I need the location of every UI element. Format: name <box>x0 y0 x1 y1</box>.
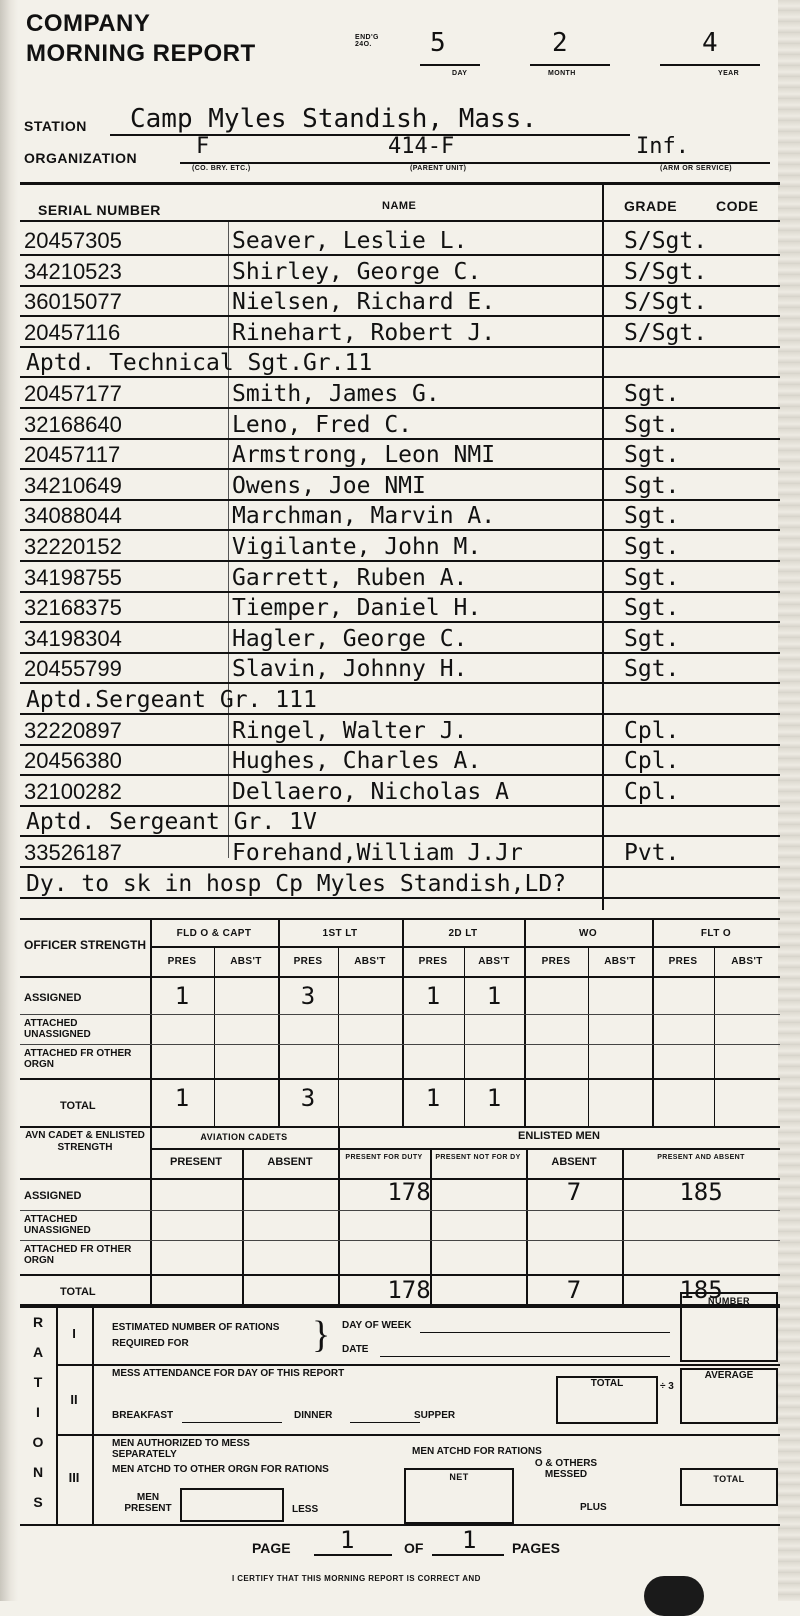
soldier-name: Owens, Joe NMI <box>232 472 426 499</box>
pres-header: PRES <box>293 956 323 967</box>
soldier-grade: Sgt. <box>624 656 680 683</box>
officer-assigned-value: 1 <box>425 982 441 1010</box>
enlisted-strength-title: AVN CADET & ENLISTED STRENGTH <box>25 1130 145 1153</box>
col-grade: GRADE <box>624 198 678 214</box>
report-month: 2 <box>552 28 568 58</box>
roster-row <box>20 593 780 623</box>
grid-line <box>714 946 715 1128</box>
soldier-name: Shirley, George C. <box>232 258 482 285</box>
enlisted-men-header: ENLISTED MEN <box>518 1130 600 1142</box>
total-absent: 7 <box>566 1276 582 1304</box>
officer-row-assigned: ASSIGNED <box>24 992 82 1004</box>
serial-number: 34088044 <box>24 503 122 529</box>
roster-header-rule <box>20 220 780 222</box>
serial-number: 20457177 <box>24 381 122 406</box>
men-atchd-rations: MEN ATCHD FOR RATIONS <box>412 1446 542 1457</box>
number-box <box>680 1292 778 1362</box>
grid-line <box>20 1014 780 1015</box>
em-present-not-duty-header: PRESENT NOT FOR DY <box>435 1154 521 1161</box>
soldier-name: Vigilante, John M. <box>232 534 482 560</box>
breakfast-label: BREAKFAST <box>112 1410 174 1421</box>
soldier-name: Garrett, Ruben A. <box>232 564 468 591</box>
station-value: Camp Myles Standish, Mass. <box>130 104 537 134</box>
men-present-box <box>180 1488 284 1522</box>
officer-group-header: WO <box>578 928 598 939</box>
soldier-name: Nielsen, Richard E. <box>232 289 496 316</box>
roster-row <box>20 777 780 807</box>
rations-side-letter: T <box>33 1374 43 1390</box>
certify-statement: I CERTIFY THAT THIS MORNING REPORT IS CORRECT AND <box>232 1574 481 1583</box>
em-absent-header: ABSENT <box>551 1156 597 1168</box>
enlisted-row-attached-fr: ATTACHED FR OTHER ORGN <box>24 1244 132 1266</box>
date-label: DATE <box>342 1344 369 1355</box>
roster-note-row <box>20 685 780 715</box>
soldier-name: Hughes, Charles A. <box>232 748 482 775</box>
col-serial-number: SERIAL NUMBER <box>38 202 161 218</box>
roster-row <box>20 746 780 776</box>
soldier-grade: Sgt. <box>624 472 680 499</box>
soldier-name: Leno, Fred C. <box>232 411 413 438</box>
men-authorized: MEN AUTHORIZED TO MESS SEPARATELY <box>112 1438 250 1460</box>
grid-line <box>524 920 526 1128</box>
enlisted-row-total: TOTAL <box>60 1286 96 1298</box>
men-atchd-other: MEN ATCHD TO OTHER ORGN FOR RATIONS <box>112 1464 329 1475</box>
grid-line <box>214 946 215 1128</box>
rations-side-letter: A <box>32 1344 44 1360</box>
rations-sec1: I <box>72 1326 76 1341</box>
soldier-name: Tiemper, Daniel H. <box>232 595 482 622</box>
pres-header: PRES <box>541 956 571 967</box>
report-year: 4 <box>702 28 718 58</box>
pages-number: 1 <box>462 1526 477 1554</box>
serial-number: 20457305 <box>24 228 122 253</box>
serial-number: 32168375 <box>24 595 122 621</box>
soldier-grade: S/Sgt. <box>624 289 708 316</box>
col-code: CODE <box>716 198 759 214</box>
page-number: 1 <box>340 1526 355 1554</box>
pres-header: PRES <box>668 956 698 967</box>
serial-number: 33526187 <box>24 840 122 865</box>
cadets-absent-header: ABSENT <box>267 1156 313 1168</box>
rations-side-letter: S <box>33 1494 43 1510</box>
soldier-grade: Sgt. <box>624 442 680 469</box>
abst-header: ABS'T <box>478 956 510 967</box>
soldier-grade: Sgt. <box>624 503 680 530</box>
average-box <box>680 1368 778 1424</box>
roster-rule <box>20 897 780 899</box>
rations-sec3: III <box>68 1470 80 1485</box>
soldier-name: Ringel, Walter J. <box>232 717 468 744</box>
soldier-grade: Sgt. <box>624 625 680 652</box>
paper-shadow-left <box>0 0 18 1601</box>
roster-row <box>20 440 780 470</box>
enlisted-row-assigned: ASSIGNED <box>24 1190 82 1202</box>
serial-number: 20456380 <box>24 748 122 774</box>
officer-row-total: TOTAL <box>60 1100 96 1112</box>
total3-box <box>680 1468 778 1506</box>
rations-side-letter: I <box>36 1404 40 1420</box>
abst-header: ABS'T <box>354 956 386 967</box>
year-label: YEAR <box>718 70 740 77</box>
pres-header: PRES <box>418 956 448 967</box>
officer-assigned-value: 1 <box>174 982 190 1010</box>
soldier-name: Armstrong, Leon NMI <box>232 442 496 469</box>
roster-note: Aptd. Technical Sgt.Gr.11 <box>26 350 373 377</box>
enlisted-row-attached-unassigned: ATTACHED UNASSIGNED <box>24 1214 91 1236</box>
officer-total-value: 1 <box>486 1084 502 1112</box>
soldier-name: Forehand,William J.Jr <box>232 840 523 866</box>
less-label: LESS <box>292 1504 319 1515</box>
abst-header: ABS'T <box>731 956 763 967</box>
grid-line <box>150 946 780 948</box>
number-label: NUMBER <box>708 1296 750 1306</box>
org-arm-label: (ARM OR SERVICE) <box>660 165 732 172</box>
roster-row <box>20 287 780 317</box>
rations-side-letter: N <box>32 1464 44 1480</box>
soldier-grade: Cpl. <box>624 748 680 775</box>
soldier-grade: Sgt. <box>624 564 680 591</box>
roster-row <box>20 624 780 654</box>
abst-header: ABS'T <box>604 956 636 967</box>
pres-header: PRES <box>167 956 197 967</box>
plus-label: PLUS <box>580 1502 607 1513</box>
pages-label: PAGES <box>512 1540 560 1556</box>
soldier-grade: Cpl. <box>624 778 680 805</box>
serial-number: 32100282 <box>24 778 122 804</box>
officer-row-attached-fr: ATTACHED FR OTHER ORGN <box>24 1048 132 1070</box>
soldier-grade: Cpl. <box>624 717 680 744</box>
men-present-label: MEN PRESENT <box>124 1492 172 1514</box>
mess-total-box <box>556 1376 658 1424</box>
officer-strength-table <box>20 920 780 1128</box>
roster-row <box>20 226 780 256</box>
officer-total-value: 3 <box>300 1084 316 1112</box>
soldier-name: Dellaero, Nicholas A <box>232 778 509 805</box>
serial-number: 32168640 <box>24 411 122 437</box>
serial-number: 32220152 <box>24 534 122 559</box>
mess-total-label: TOTAL <box>590 1378 624 1389</box>
serial-number: 36015077 <box>24 289 122 315</box>
roster-row <box>20 838 780 868</box>
roster-row <box>20 563 780 593</box>
officer-assigned-value: 3 <box>300 982 316 1010</box>
roster-row <box>20 501 780 531</box>
roster-row <box>20 410 780 440</box>
em-present-absent-header: PRESENT AND ABSENT <box>657 1154 745 1161</box>
roster-row <box>20 532 780 562</box>
grid-line <box>338 946 339 1128</box>
ending-label: END'G 24O. <box>355 34 379 48</box>
month-label: MONTH <box>548 70 576 77</box>
roster-note-row <box>20 869 780 899</box>
soldier-grade: Sgt. <box>624 411 680 438</box>
officer-group-header: FLD O & CAPT <box>176 928 252 939</box>
officer-total-value: 1 <box>174 1084 190 1112</box>
rations-sec2: II <box>70 1392 78 1407</box>
day-of-week-label: DAY OF WEEK <box>342 1320 412 1331</box>
soldier-grade: Sgt. <box>624 595 680 622</box>
soldier-name: Slavin, Johnny H. <box>232 656 468 683</box>
enlisted-strength-table <box>20 1126 780 1304</box>
org-unit-label: (PARENT UNIT) <box>410 165 467 172</box>
soldier-name: Marchman, Marvin A. <box>232 503 496 530</box>
soldier-grade: Pvt. <box>624 840 680 866</box>
day-label: DAY <box>452 70 468 77</box>
soldier-grade: S/Sgt. <box>624 228 708 254</box>
assigned-present-duty: 178 <box>387 1178 431 1206</box>
col-name: NAME <box>382 200 417 212</box>
officer-group-header: FLT O <box>700 928 732 939</box>
aviation-cadets-header: AVIATION CADETS <box>200 1132 288 1142</box>
net-box <box>404 1468 514 1524</box>
assigned-total: 185 <box>679 1178 723 1206</box>
cadets-present-header: PRESENT <box>170 1156 222 1168</box>
organization-label: ORGANIZATION <box>24 150 138 166</box>
soldier-grade: S/Sgt. <box>624 258 708 285</box>
dinner-label: DINNER <box>294 1410 333 1421</box>
soldier-grade: Sgt. <box>624 381 680 407</box>
total3-label: TOTAL <box>713 1474 745 1484</box>
roster-note-row <box>20 348 780 378</box>
serial-number: 34210649 <box>24 472 122 498</box>
soldier-name: Hagler, George C. <box>232 625 468 652</box>
divide-three: ÷ 3 <box>660 1381 674 1392</box>
grid-line <box>588 946 589 1128</box>
average-label: AVERAGE <box>704 1370 754 1381</box>
roster-note: Dy. to sk in hosp Cp Myles Standish,LD? <box>26 870 567 897</box>
roster-row <box>20 379 780 409</box>
serial-number: 32220897 <box>24 717 122 743</box>
abst-header: ABS'T <box>230 956 262 967</box>
grid-line <box>20 976 780 978</box>
officer-row-attached-unassigned: ATTACHED UNASSIGNED <box>24 1018 91 1040</box>
serial-number: 34198304 <box>24 625 122 651</box>
serial-number: 20457116 <box>24 319 121 345</box>
soldier-grade: Sgt. <box>624 534 680 560</box>
org-unit: 414-F <box>388 134 455 159</box>
rations-side-letter: R <box>32 1314 44 1330</box>
org-company-label: (CO. BRY. ETC.) <box>192 165 251 172</box>
soldier-name: Smith, James G. <box>232 381 440 407</box>
soldier-name: Rinehart, Robert J. <box>232 319 496 346</box>
assigned-absent: 7 <box>566 1178 582 1206</box>
soldier-grade: S/Sgt. <box>624 319 708 346</box>
o-others-messed: O & OTHERS MESSED <box>534 1458 598 1480</box>
form-title-line2: MORNING REPORT <box>26 40 256 67</box>
grid-line <box>20 1044 780 1045</box>
net-label: NET <box>449 1472 469 1482</box>
org-arm: Inf. <box>636 134 689 159</box>
rations-section <box>20 1296 780 1524</box>
roster-row <box>20 471 780 501</box>
org-company: F <box>196 134 210 159</box>
mess-attendance: MESS ATTENDANCE FOR DAY OF THIS REPORT <box>112 1368 345 1379</box>
supper-label: SUPPER <box>414 1410 456 1421</box>
officer-group-header: 2D LT <box>448 928 478 939</box>
roster-row <box>20 318 780 348</box>
grid-line <box>652 920 654 1128</box>
em-present-duty-header: PRESENT FOR DUTY <box>345 1154 423 1161</box>
serial-number: 20457117 <box>24 442 121 468</box>
of-label: OF <box>404 1540 424 1556</box>
report-day: 5 <box>430 28 446 58</box>
paper-edge-right <box>778 0 800 1601</box>
form-title-line1: COMPANY <box>26 10 151 37</box>
serial-number: 34210523 <box>24 258 122 284</box>
total-total: 185 <box>679 1276 723 1304</box>
officer-total-value: 1 <box>425 1084 441 1112</box>
soldier-name: Seaver, Leslie L. <box>232 228 468 254</box>
roster-row <box>20 257 780 287</box>
roster-note: Aptd.Sergeant Gr. 111 <box>26 687 317 713</box>
roster-note-row <box>20 807 780 837</box>
officer-assigned-value: 1 <box>486 982 502 1010</box>
page-label: PAGE <box>252 1540 291 1556</box>
serial-number: 34198755 <box>24 564 122 590</box>
station-label: STATION <box>24 118 87 134</box>
total-present-duty: 178 <box>387 1276 431 1304</box>
officer-strength-title: OFFICER STRENGTH <box>24 938 146 952</box>
serial-number: 20455799 <box>24 656 122 682</box>
roster-row <box>20 716 780 746</box>
brace: } <box>312 1314 331 1356</box>
roster-note: Aptd. Sergeant Gr. 1V <box>26 809 317 836</box>
roster-row <box>20 654 780 684</box>
grid-line <box>20 1078 780 1080</box>
rations-side-letter: O <box>32 1434 44 1450</box>
rations-estimated: ESTIMATED NUMBER OF RATIONS REQUIRED FOR <box>112 1322 280 1349</box>
ink-stamp <box>644 1576 704 1616</box>
officer-group-header: 1ST LT <box>322 928 358 939</box>
